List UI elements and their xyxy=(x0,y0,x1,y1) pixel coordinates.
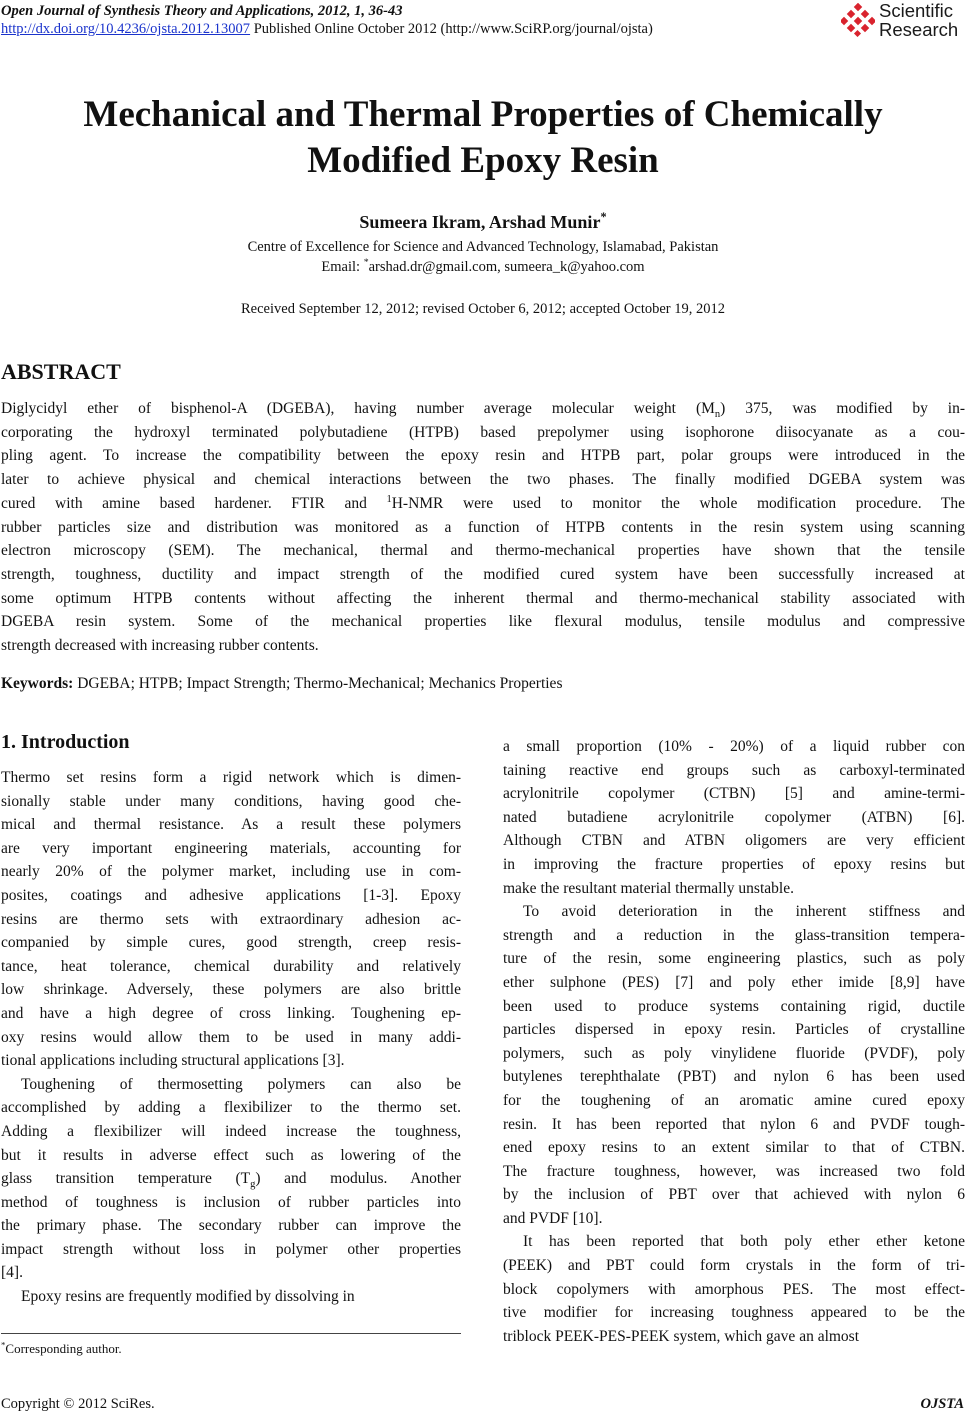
footer-copyright: Copyright © 2012 SciRes. xyxy=(1,1396,155,1412)
body-text-line: Although CTBN and ATBN oligomers are very efficient xyxy=(503,832,965,850)
body-text-line: tional applications including structural applications [3]. xyxy=(1,1052,345,1070)
body-text-line: are very important engineering materials, accounting for xyxy=(1,839,461,857)
body-text-line: by the inclusion of PBT over that achieved with nylon 6 xyxy=(503,1186,965,1204)
body-text-line: particles dispersed in epoxy resin. Particles of crystalline xyxy=(503,1021,965,1039)
author-names: Sumeera Ikram, Arshad Munir xyxy=(359,212,601,232)
footnote-mark: * xyxy=(1,1339,6,1350)
journal-name xyxy=(1,3,403,20)
email-mark: * xyxy=(363,257,369,269)
footer-journal-abbrev: OJSTA xyxy=(920,1396,964,1412)
body-text-line: but it results in adverse effect such as lowering of the xyxy=(1,1146,461,1164)
abstract-line: some optimum HTPB contents without affecting the inherent thermal and thermo-mechanical stability associated with xyxy=(1,589,965,607)
body-text-line: ened epoxy resins to an extent similar to that of CTBN. xyxy=(503,1139,965,1157)
body-text-line: block copolymers with amorphous PES. The most effect- xyxy=(503,1280,965,1298)
body-text-line: method of toughness is inclusion of rubber particles into xyxy=(1,1193,461,1211)
body-text-line: for the toughening of an aromatic amine cured epoxy xyxy=(503,1091,965,1109)
body-text-line: companied by simple cures, good strength, creep resis- xyxy=(1,934,461,952)
body-text-line: tive modifier for increasing toughness appeared to be the xyxy=(503,1304,965,1322)
footnote-text: Corresponding author. xyxy=(5,1341,122,1356)
footnote-divider xyxy=(1,1333,461,1334)
body-text-line: tance, heat tolerance, chemical durability and relatively xyxy=(1,957,461,975)
body-text-line: It has been reported that both poly ether ether ketone xyxy=(523,1233,965,1251)
body-text-line: ether sulphone (PES) [7] and poly ether imide [8,9] have xyxy=(503,973,965,991)
body-text-line: oxy resins would allow them to be used in many addi- xyxy=(1,1028,461,1046)
body-text-line: a small proportion (10% - 20%) of a liquid rubber con xyxy=(503,738,965,755)
abstract-line: rubber particles size and distribution was monitored as a function of HTPB contents in the resin system using scanning xyxy=(1,518,965,536)
abstract-line: strength, toughness, ductility and impact strength of the modified cured system have been successfully increased at xyxy=(1,565,965,583)
abstract-line: DGEBA resin system. Some of the mechanical properties like flexural modulus, tensile modulus and compressive xyxy=(1,613,965,631)
keywords-label: Keywords: xyxy=(1,675,74,692)
logo-wordmark xyxy=(879,1,958,39)
body-text-line: in improving the fracture properties of epoxy resins but xyxy=(503,855,965,873)
body-text-line: accomplished by adding a flexibilizer to the thermo set. xyxy=(1,1099,461,1117)
email-addresses[interactable]: arshad.dr@gmail.com, sumeera_k@yahoo.com xyxy=(368,259,645,275)
body-text-line: make the resultant material thermally unstable. xyxy=(503,879,794,897)
title-line-1: Mechanical and Thermal Properties of Chemically xyxy=(83,94,883,135)
body-text-line: Adding a flexibilizer will indeed increase the toughness, xyxy=(1,1122,461,1140)
body-text-line: [4]. xyxy=(1,1264,23,1282)
body-text-line: taining reactive end groups such as carboxyl-terminated xyxy=(503,761,965,779)
abstract-line: cured with amine based hardener. FTIR and $^1$H-NMR were used to monitor the whole modification procedure. The xyxy=(1,493,965,512)
footnote xyxy=(1,1341,122,1357)
body-text-line: polymers, such as poly vinylidene fluoride (PVDF), poly xyxy=(503,1044,965,1062)
body-text-line: resins are thermo sets with extraordinary adhesion ac- xyxy=(1,910,461,928)
abstract-line: later to achieve physical and chemical interactions between the two phases. The finally modified DGEBA system was xyxy=(1,471,965,489)
abstract-line: pling agent. To increase the compatibility between the epoxy resin and HTPB part, polar groups were introduced in the xyxy=(1,447,965,465)
body-text-line: Thermo set resins form a rigid network which is dimen- xyxy=(1,769,461,786)
body-text-line: Epoxy resins are frequently modified by dissolving in xyxy=(21,1288,355,1306)
body-text-line: glass transition temperature $(T_g)$ and modulus. Another xyxy=(1,1170,461,1191)
abstract-heading: ABSTRACT xyxy=(1,359,121,384)
journal-title: Open Journal of Synthesis Theory and Applications xyxy=(1,3,311,19)
affiliation: Centre of Excellence for Science and Advanced Technology, Islamabad, Pakistan xyxy=(247,239,719,255)
body-text-line: impact strength without loss in polymer other properties xyxy=(1,1240,461,1258)
section-heading-introduction: 1. Introduction xyxy=(1,731,130,753)
keywords xyxy=(1,675,562,693)
paper-title xyxy=(40,92,926,184)
received-dates: Received September 12, 2012; revised October 6, 2012; accepted October 19, 2012 xyxy=(241,301,725,317)
body-text-line: nearly 20% of the polymer market, including use in com- xyxy=(1,863,461,881)
logo-line-2: Research xyxy=(879,19,959,40)
right-column xyxy=(503,735,965,1348)
logo-line-1: Scientific xyxy=(879,0,954,21)
author-list xyxy=(0,212,966,233)
body-text-line: To avoid deterioration in the inherent stiffness and xyxy=(523,903,965,921)
body-text-line: acrylonitrile copolymer (CTBN) [5] and amine-termi- xyxy=(503,785,965,803)
abstract-line: electron microscopy (SEM). The mechanical, thermal and thermo-mechanical properties have shown that the tensile xyxy=(1,542,965,560)
body-text-line: strength and a reduction in the glass-transition tempera- xyxy=(503,926,965,944)
abstract-line: Diglycidyl ether of bisphenol-A (DGEBA), having number average molecular weight $(M_n)$ 375, was modified by in- xyxy=(1,400,965,421)
title-line-2: Modified Epoxy Resin xyxy=(307,140,659,181)
abstract-line: corporating the hydroxyl terminated polybutadiene (HTPB) based prepolymer using isophorone diisocyanate as a cou- xyxy=(1,423,965,441)
author-emails xyxy=(0,259,966,276)
body-text-line: the primary phase. The secondary rubber can improve the xyxy=(1,1217,461,1235)
doi-line xyxy=(1,21,653,38)
scientific-research-logo-icon xyxy=(841,3,875,37)
body-text-line: been used to produce systems containing rigid, ductile xyxy=(503,997,965,1015)
abstract-line: strength decreased with increasing rubber contents. xyxy=(1,637,319,655)
journal-volume-info: , 2012, 1, 36-43 xyxy=(310,3,403,19)
body-text-line: nated butadiene acrylonitrile copolymer (ATBN) [6]. xyxy=(503,808,965,826)
body-text-line: and PVDF [10]. xyxy=(503,1209,603,1227)
publisher-logo xyxy=(841,0,966,42)
body-text-line: sionally stable under many conditions, having good che- xyxy=(1,792,461,810)
keywords-text: DGEBA; HTPB; Impact Strength; Thermo-Mechanical; Mechanics Properties xyxy=(73,675,563,692)
corresponding-author-mark: * xyxy=(600,210,607,224)
email-label: Email: xyxy=(321,259,364,275)
body-text-line: triblock PEEK-PES-PEEK system, which gave an almost xyxy=(503,1327,860,1345)
doi-link[interactable]: http://dx.doi.org/10.4236/ojsta.2012.13007 xyxy=(1,21,251,37)
left-column xyxy=(1,766,461,1309)
abstract-body xyxy=(1,397,965,658)
body-text-line: Toughening of thermosetting polymers can also be xyxy=(21,1075,461,1093)
body-text-line: mical and thermal resistance. As a result these polymers xyxy=(1,816,461,834)
body-text-line: The fracture toughness, however, was increased two fold xyxy=(503,1162,965,1180)
body-text-line: butylenes terephthalate (PBT) and nylon 6 has been used xyxy=(503,1068,965,1086)
body-text-line: low shrinkage. Adversely, these polymers are also brittle xyxy=(1,981,461,999)
body-text-line: (PEEK) and PBT could form crystals in the form of tri- xyxy=(503,1257,965,1275)
body-text-line: and have a high degree of cross linking. Toughening ep- xyxy=(1,1004,461,1022)
body-text-line: ture of the resin, some engineering plastics, such as poly xyxy=(503,950,965,968)
body-text-line: posites, coatings and adhesive applications [1-3]. Epoxy xyxy=(1,886,461,904)
body-text-line: resin. It has been reported that nylon 6 and PVDF tough- xyxy=(503,1115,965,1133)
published-online-text: Published Online October 2012 (http://www.SciRP.org/journal/ojsta) xyxy=(250,21,653,37)
